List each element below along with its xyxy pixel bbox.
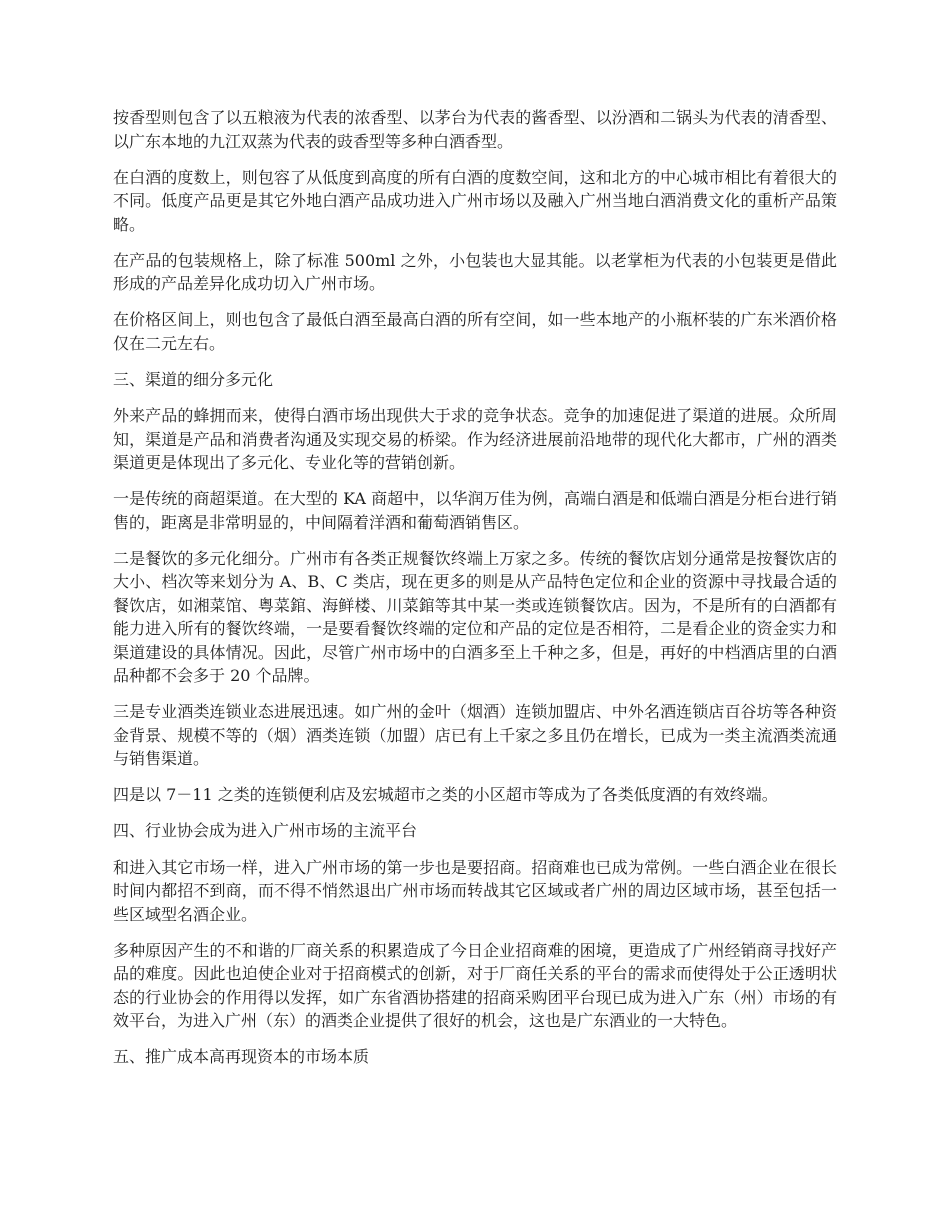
paragraph-channel-convenience: 四是以 7－11 之类的连锁便利店及宏城超市之类的小区超市等成为了各类低度酒的有效终端。 [113, 785, 778, 804]
paragraph-price-range: 在价格区间上，则也包含了最低白酒至最高白酒的所有空间，如一些本地产的小瓶杯装的广东米酒价格仅在二元左右。 [113, 310, 837, 353]
document-body [113, 106, 837, 1082]
section-heading-associations: 四、行业协会成为进入广州市场的主流平台 [113, 821, 418, 840]
paragraph-alcohol-strength: 在白酒的度数上，则包容了从低度到高度的所有白酒的度数空间，这和北方的中心城市相比有着很大的不同。低度产品更是其它外地白酒产品成功进入广州市场以及融入广州当地白酒消费文化的重析产品策略。 [113, 167, 837, 234]
paragraph-channel-intro: 外来产品的蜂拥而来，使得白酒市场出现供大于求的竞争状态。竞争的加速促进了渠道的进展。众所周知，渠道是产品和消费者沟通及实现交易的桥梁。作为经济进展前沿地带的现代化大都市，广州的酒类渠道更是体现出了多元化、专业化等的营销创新。 [113, 406, 837, 472]
paragraph-recruitment: 和进入其它市场一样，进入广州市场的第一步也是要招商。招商难也已成为常例。一些白酒企业在很长时间内都招不到商，而不得不悄然退出广州市场而转战其它区域或者广州的周边区域市场，甚至包括一些区域型名酒企业。 [113, 857, 837, 924]
section-heading-promotion-cost: 五、推广成本高再现资本的市场本质 [113, 1047, 370, 1066]
paragraph-association-platform: 多种原因产生的不和谐的厂商关系的积累造成了今日企业招商难的困境，更造成了广州经销商寻找好产品的难度。因此也迫使企业对于招商模式的创新，对于厂商任关系的平台的需求而使得处于公正透明状态的行业协会的作用得以发挥，如广东省酒协搭建的招商采购团平台现已成为进入广东（州）市场的有效平台，为进入广州（东）的酒类企业提供了很好的机会，这也是广东酒业的一大特色。 [113, 940, 837, 1030]
section-heading-channels: 三、渠道的细分多元化 [113, 369, 274, 389]
paragraph-channel-supermarket: 一是传统的商超渠道。在大型的 KA 商超中，以华润万佳为例，高端白酒是和低端白酒是分柜台进行销售的，距离是非常明显的，中间隔着洋酒和葡萄酒销售区。 [113, 489, 837, 532]
paragraph-aroma-types: 按香型则包含了以五粮液为代表的浓香型、以茅台为代表的酱香型、以汾酒和二锅头为代表的清香型、以广东本地的九江双蒸为代表的豉香型等多种白酒香型。 [113, 108, 837, 151]
paragraph-channel-chain-stores: 三是专业酒类连锁业态进展迅速。如广州的金叶（烟酒）连锁加盟店、中外名酒连锁店百谷坊等各种资金背景、规模不等的（烟）酒类连锁（加盟）店已有上千家之多且仍在增长，已成为一类主流酒类流通与销售渠道。 [113, 702, 837, 768]
paragraph-channel-catering: 二是餐饮的多元化细分。广州市有各类正规餐饮终端上万家之多。传统的餐饮店划分通常是按餐饮店的大小、档次等来划分为 A、B、C 类店，现在更多的则是从产品特色定位和企业的资源中寻找最合适的餐饮店，如湘菜馆、粤菜錧、海鲜楼、川菜錧等其中某一类或连锁餐饮店。因为，不是所有的白酒都有能力进入所有的餐饮终端，一是要看餐饮终端的定位和产品的定位是否相符，二是看企业的资金实力和渠道建设的具体情况。因此，尽管广州市场中的白酒多至上千种之多，但是，再好的中档酒店里的白酒品种都不会多于 20 个品牌。 [113, 548, 837, 685]
paragraph-packaging: 在产品的包装规格上，除了标准 500ml 之外，小包装也大显其能。以老掌柜为代表的小包装更是借此形成的产品差异化成功切入广州市场。 [113, 250, 837, 293]
